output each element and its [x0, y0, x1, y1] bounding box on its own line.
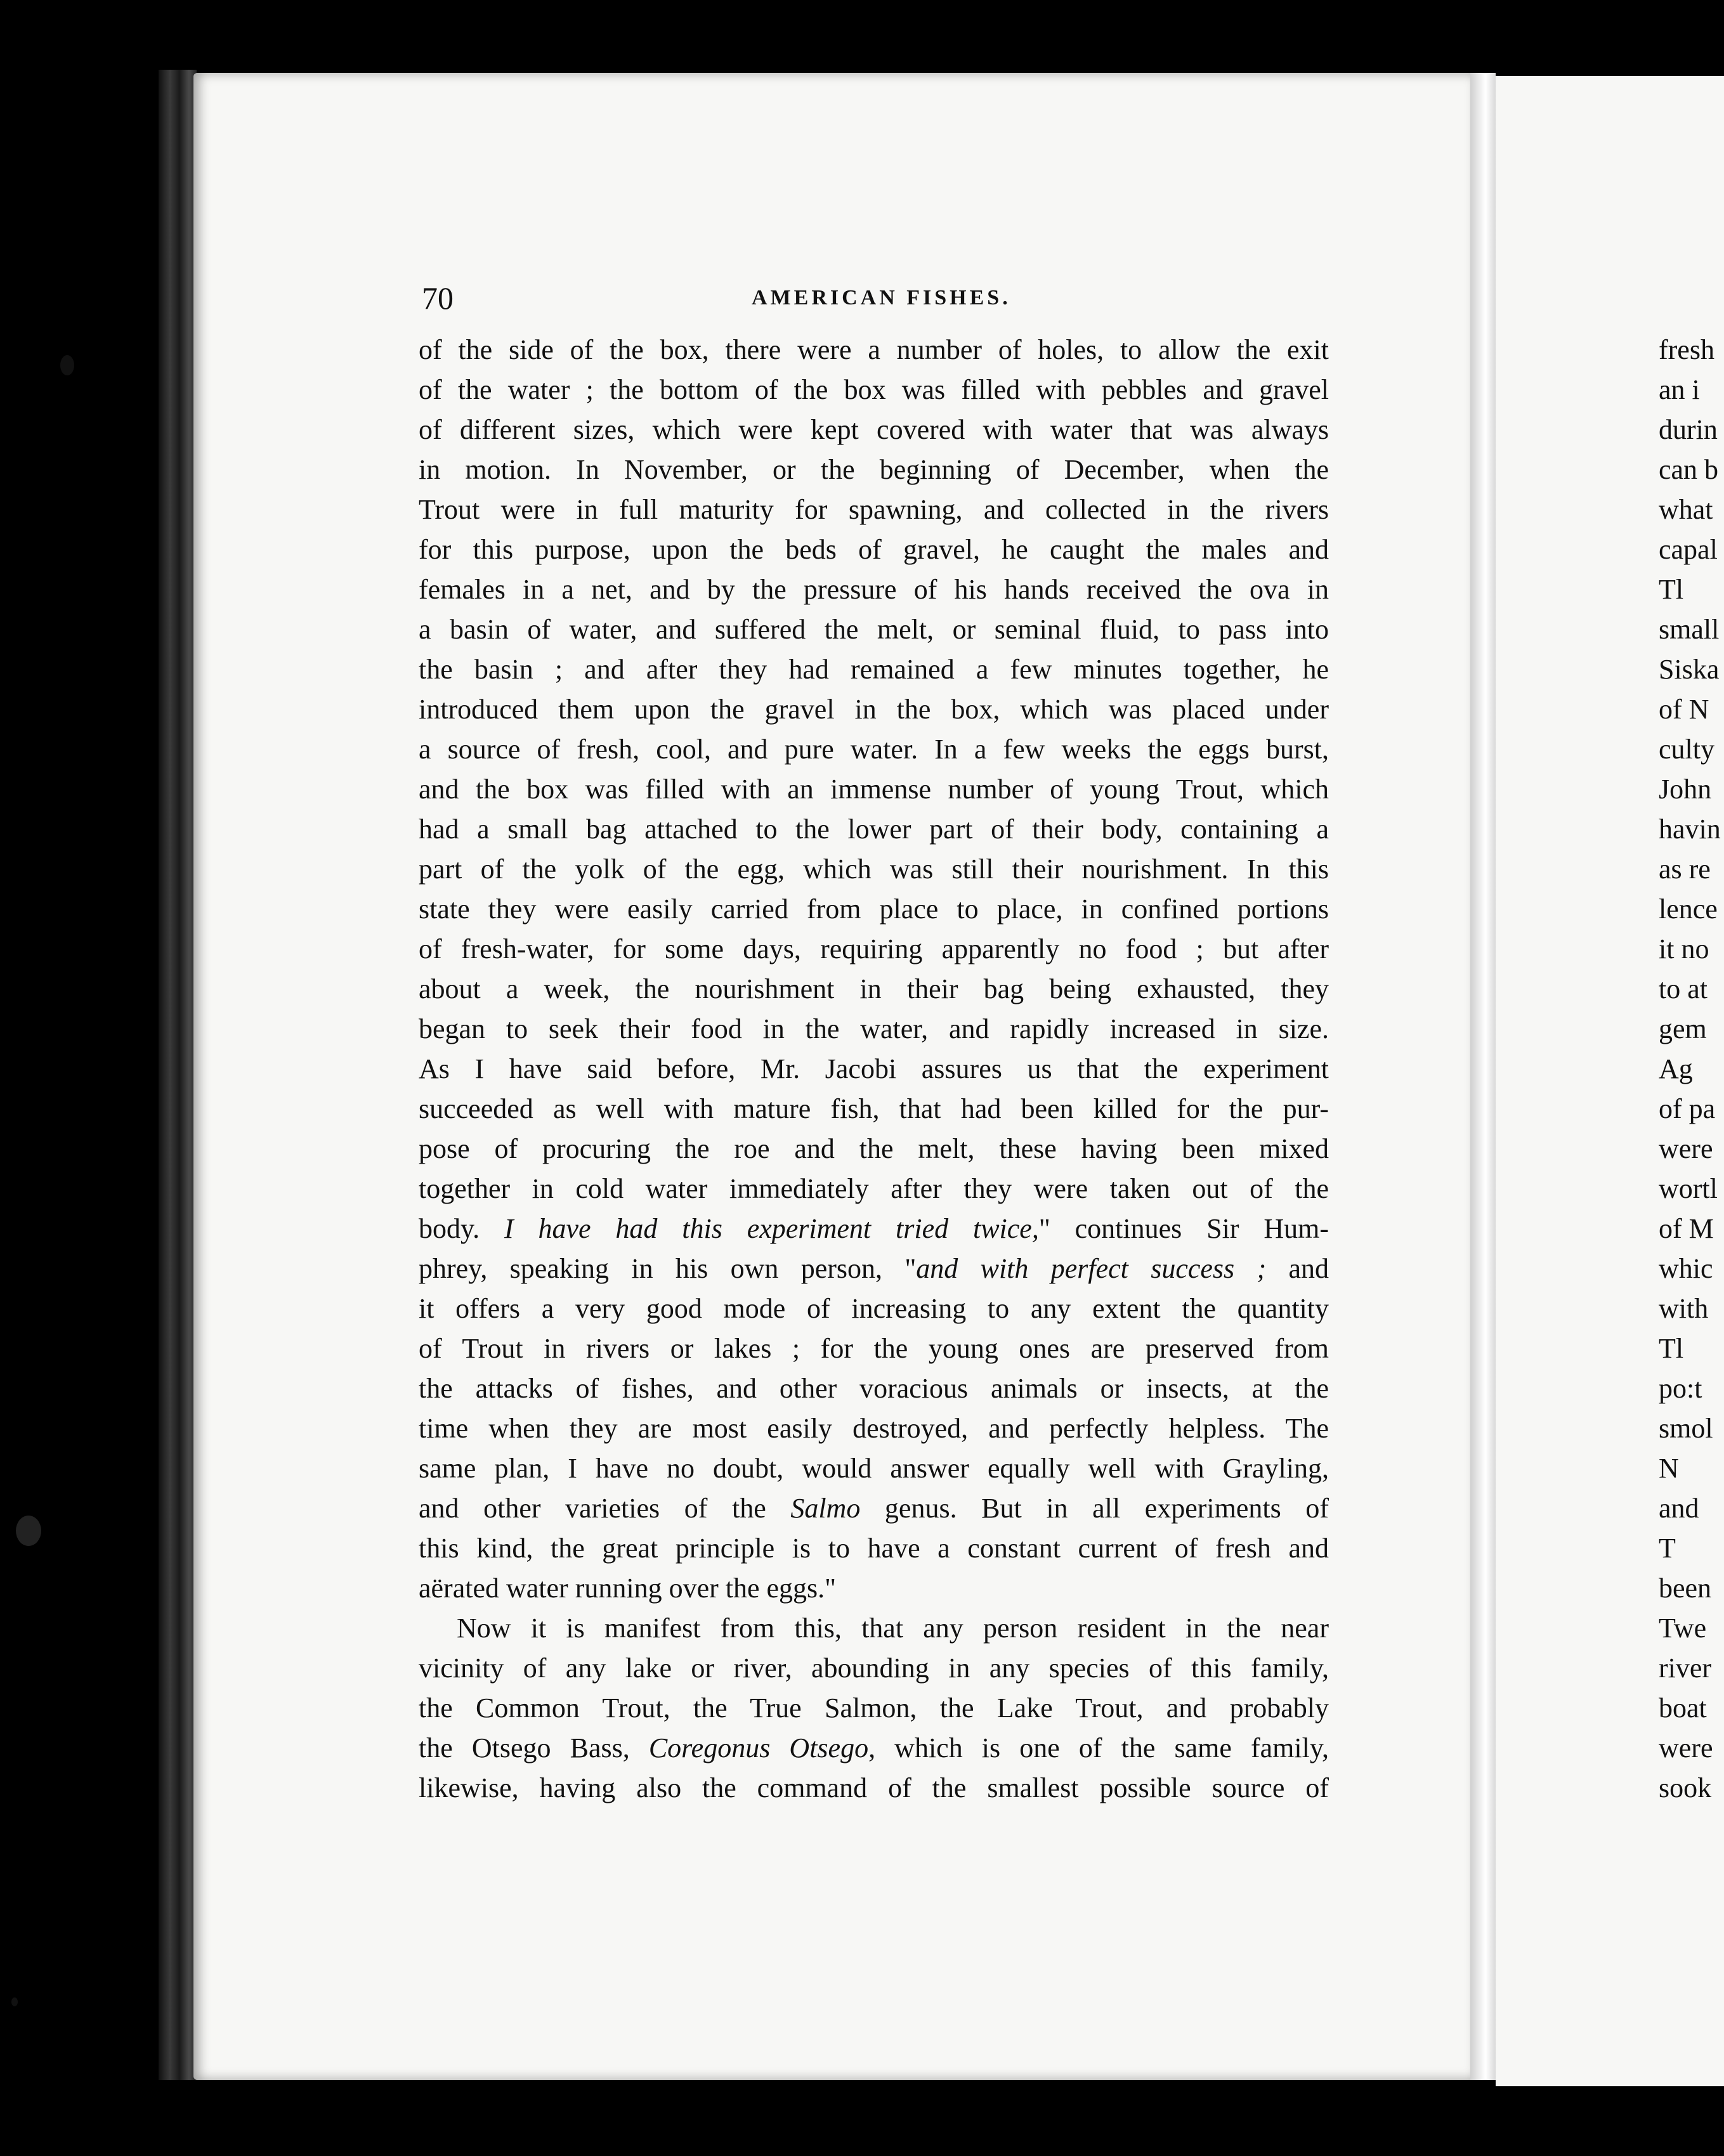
text-line: same plan, I have no doubt, would answer equally well with Grayling,: [419, 1453, 1329, 1484]
right-page-fragment: and: [1659, 1493, 1699, 1524]
text-run: and: [1266, 1253, 1329, 1284]
right-page-fragment: with: [1659, 1293, 1709, 1324]
text-line: time when they are most easily destroyed, and perfectly helpless. The: [419, 1413, 1329, 1444]
right-page-text-fragments: [1659, 330, 1724, 1808]
text-line: likewise, having also the command of the smallest possible source of: [419, 1772, 1329, 1803]
page-header: [422, 276, 1329, 320]
text-line: together in cold water immediately after they were taken out of the: [419, 1173, 1329, 1204]
right-page-fragment: can b: [1659, 454, 1719, 485]
right-page-fragment: an i: [1659, 374, 1700, 405]
text-line: the attacks of fishes, and other voracious animals or insects, at the: [419, 1373, 1329, 1404]
right-page-fragment: Tl: [1659, 574, 1684, 605]
text-line: part of the yolk of the egg, which was still their nourishment. In this: [419, 854, 1329, 885]
text-line: a source of fresh, cool, and pure water. In a few weeks the eggs burst,: [419, 734, 1329, 765]
italic-quote: and with perfect success ;: [916, 1253, 1267, 1284]
right-page-fragment: lence: [1659, 893, 1718, 925]
right-page-fragment: T: [1659, 1533, 1676, 1564]
text-line: of different sizes, which were kept covered with water that was always: [419, 414, 1329, 445]
page-number: 70: [422, 280, 454, 316]
text-line: a basin of water, and suffered the melt, or seminal fluid, to pass into: [419, 614, 1329, 645]
right-page-fragment: culty: [1659, 734, 1714, 765]
scan-speck: [11, 1997, 18, 2006]
right-page-fragment: havin: [1659, 814, 1721, 845]
right-page-fragment: river: [1659, 1653, 1712, 1684]
scan-speck: [16, 1516, 41, 1546]
right-page-fragment: boat: [1659, 1692, 1707, 1724]
scan-speck: [60, 355, 74, 375]
text-line-quote: [419, 1249, 1329, 1289]
italic-genus: Salmo: [790, 1493, 861, 1524]
text-line: of the water ; the bottom of the box was filled with pebbles and gravel: [419, 374, 1329, 405]
right-page-fragment: it no: [1659, 933, 1709, 964]
right-page-fragment: Tl: [1659, 1333, 1684, 1364]
right-page-fragment: Siska: [1659, 654, 1720, 685]
text-run: , which is one of the same family,: [868, 1732, 1329, 1763]
text-line: began to seek their food in the water, and rapidly increased in size.: [419, 1013, 1329, 1044]
text-line: Trout were in full maturity for spawning, and collected in the rivers: [419, 494, 1329, 525]
right-page-fragment: John: [1659, 774, 1712, 805]
right-page-fragment: Twe: [1659, 1613, 1707, 1644]
text-line-salmo: [419, 1488, 1329, 1528]
right-page-fragment: durin: [1659, 414, 1718, 445]
right-page-fragment: whic: [1659, 1253, 1713, 1284]
text-line: state they were easily carried from place to place, in confined portions: [419, 893, 1329, 925]
right-page-fragment: what: [1659, 494, 1713, 525]
right-page-fragment: Ag: [1659, 1053, 1693, 1084]
text-line: about a week, the nourishment in their bag being exhausted, they: [419, 973, 1329, 1004]
right-page-fragment: of N: [1659, 694, 1709, 725]
page-gutter: [1470, 73, 1496, 2080]
text-run: genus. But in all experiments of: [860, 1493, 1329, 1524]
text-line-quote: [419, 1209, 1329, 1249]
text-run: and other varieties of the: [419, 1493, 791, 1524]
paragraph-start: Now it is manifest from this, that any person resident in the near: [457, 1613, 1329, 1644]
text-line: As I have said before, Mr. Jacobi assures us that the experiment: [419, 1053, 1329, 1084]
italic-quote: I have had this experiment tried twice,: [504, 1213, 1039, 1244]
text-line: of the side of the box, there were a number of holes, to allow the exit: [419, 334, 1329, 365]
text-line: this kind, the great principle is to have a constant current of fresh and: [419, 1533, 1329, 1564]
right-page-fragment: were: [1659, 1133, 1713, 1164]
text-line: females in a net, and by the pressure of his hands received the ova in: [419, 574, 1329, 605]
text-line: of fresh-water, for some days, requiring apparently no food ; but after: [419, 933, 1329, 964]
text-line: it offers a very good mode of increasing to any extent the quantity: [419, 1293, 1329, 1324]
text-run: body.: [419, 1213, 504, 1244]
right-page-fragment: smol: [1659, 1413, 1713, 1444]
text-line: for this purpose, upon the beds of gravel, he caught the males and: [419, 534, 1329, 565]
right-page-fragment: been: [1659, 1573, 1712, 1604]
right-page-fragment: N: [1659, 1453, 1679, 1484]
text-line: vicinity of any lake or river, abounding in any species of this family,: [419, 1653, 1329, 1684]
text-line: had a small bag attached to the lower part of their body, containing a: [419, 814, 1329, 845]
text-line: the Common Trout, the True Salmon, the Lake Trout, and probably: [419, 1692, 1329, 1724]
right-page-fragment: to at: [1659, 973, 1708, 1004]
text-line: and the box was filled with an immense number of young Trout, which: [419, 774, 1329, 805]
text-run: " continues Sir Hum-: [1038, 1213, 1329, 1244]
text-line: pose of procuring the roe and the melt, these having been mixed: [419, 1133, 1329, 1164]
right-page-fragment: fresh: [1659, 334, 1714, 365]
text-line: succeeded as well with mature fish, that had been killed for the pur-: [419, 1093, 1329, 1124]
italic-species: Coregonus Otsego: [648, 1732, 869, 1763]
text-line: of Trout in rivers or lakes ; for the young ones are preserved from: [419, 1333, 1329, 1364]
right-page-fragment: were: [1659, 1732, 1713, 1763]
right-page-fragment: capal: [1659, 534, 1718, 565]
text-run: the Otsego Bass,: [419, 1732, 649, 1763]
right-page-fragment: of pa: [1659, 1093, 1716, 1124]
right-page-fragment: po:t: [1659, 1373, 1702, 1404]
right-page-fragment: small: [1659, 614, 1720, 645]
body-text: [419, 330, 1329, 1808]
text-line: the basin ; and after they had remained a few minutes together, he: [419, 654, 1329, 685]
text-run: phrey, speaking in his own person, ": [419, 1253, 917, 1284]
text-line: aërated water running over the eggs.": [419, 1573, 837, 1604]
book-spine: [159, 70, 197, 2080]
right-page-fragment: as re: [1659, 854, 1711, 885]
right-page-fragment: sook: [1659, 1772, 1712, 1803]
text-line-otsego: [419, 1728, 1329, 1768]
right-page-fragment: wortl: [1659, 1173, 1718, 1204]
right-page-fragment: of M: [1659, 1213, 1714, 1244]
text-line: in motion. In November, or the beginning of December, when the: [419, 454, 1329, 485]
text-line: introduced them upon the gravel in the box, which was placed under: [419, 694, 1329, 725]
running-title: AMERICAN FISHES.: [752, 286, 1011, 309]
right-page-fragment: gem: [1659, 1013, 1707, 1044]
